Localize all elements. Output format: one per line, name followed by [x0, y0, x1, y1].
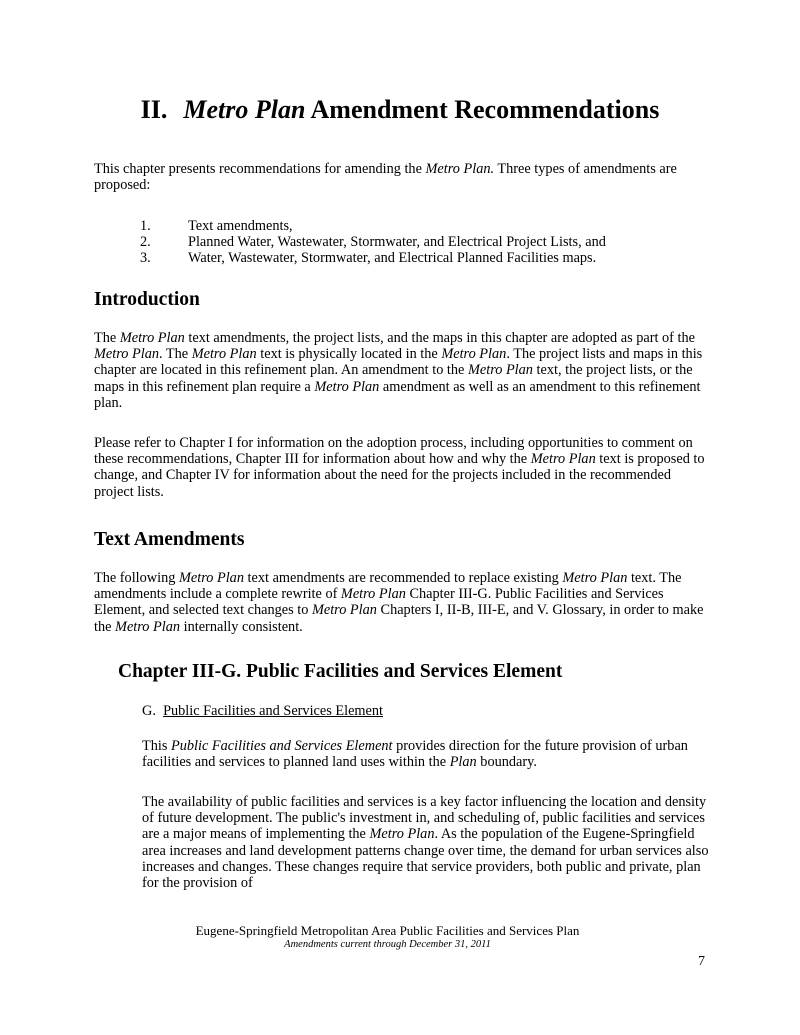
subsection-title: G. Public Facilities and Services Element — [142, 703, 384, 719]
page-number: 7 — [698, 954, 705, 969]
italic-term: Metro Plan — [191, 346, 257, 363]
intro-paragraph — [94, 161, 714, 193]
chapter-3g-paragraph-2 — [142, 794, 712, 891]
italic-term: Metro Plan — [441, 346, 507, 363]
footer-subtitle: Amendments current through December 31, 2011 — [284, 939, 491, 950]
text-run: . The project lists and maps in this chapter are located in this refinement plan. An amendment to the — [94, 346, 703, 379]
list-item: 3. Water, Wastewater, Stormwater, and Electrical Planned Facilities maps. — [140, 250, 597, 267]
introduction-heading: Introduction — [94, 289, 200, 310]
italic-term: Metro Plan — [115, 618, 181, 635]
text-run: The availability of public facilities and services is a key factor influencing the location and density of future development. The public's investment in, and scheduling of, public facilities and services are a major means of implementing the — [142, 794, 707, 843]
text-run: Three types of amendments are proposed: — [94, 161, 677, 194]
page-title — [0, 93, 800, 127]
italic-term: Metro Plan — [562, 570, 628, 586]
italic-term: Metro Plan — [530, 451, 596, 468]
text-run: text. The amendments include a complete rewrite of — [94, 570, 682, 603]
text-amendments-heading: Text Amendments — [94, 529, 245, 550]
text-run: provides direction for the future provision of urban facilities and services to planned land uses within the — [142, 738, 688, 771]
text-run: text is proposed to change, and Chapter IV for information about the need for the projects included in the recommended project lists. — [94, 451, 705, 500]
text-run: text amendments are recommended to replace existing — [243, 570, 563, 586]
chapter-3g-paragraph-1 — [142, 738, 712, 770]
italic-term: Metro Plan — [178, 570, 244, 586]
list-item: 2. Planned Water, Wastewater, Stormwater, and Electrical Project Lists, and — [140, 234, 606, 251]
title-italic: Metro Plan — [183, 95, 306, 124]
text-run: The — [94, 330, 120, 346]
italic-term: Public Facilities and Services Element — [171, 738, 393, 754]
text-run: amendment as well as an amendment to this refinement plan. — [94, 378, 701, 411]
text-run: text amendments, the project lists, and the maps in this chapter are adopted as part of the — [184, 330, 695, 346]
italic-term: Metro Plan — [94, 346, 159, 363]
text-run: The following — [94, 570, 179, 586]
text-run: Please refer to Chapter I for information on the adoption process, including opportunities to comment on these recommendations, Chapter III for information about how and why the — [94, 435, 693, 468]
text-amendments-paragraph — [94, 570, 714, 635]
italic-term: Metro Plan — [314, 378, 380, 395]
text-run: This — [142, 738, 171, 754]
introduction-paragraph-1 — [94, 330, 714, 411]
italic-term: Metro Plan — [369, 826, 435, 843]
italic-term: Metro Plan — [467, 362, 533, 379]
title-rest: Amendment Recommendations — [305, 95, 660, 124]
footer-title: Eugene-Springfield Metropolitan Area Public Facilities and Services Plan — [195, 923, 580, 938]
text-run: This chapter presents recommendations for amending the — [94, 161, 426, 177]
text-run: . As the population of the Eugene-Springfield area increases and land development patterns change over time, the demand for urban services also increases and changes. These changes require that service providers, both public and private, plan for the provision of — [142, 826, 709, 892]
text-run: Chapter III-G. Public Facilities and Services Element, and selected text changes to — [94, 586, 664, 619]
text-run: internally consistent. — [180, 618, 303, 635]
chapter-number: II. — [140, 95, 168, 124]
italic-term: Metro Plan. — [425, 161, 495, 177]
introduction-paragraph-2 — [94, 435, 714, 500]
italic-term: Metro Plan — [340, 586, 406, 603]
text-run: Chapters I, II-B, III-E, and V. Glossary, in order to make the — [94, 602, 704, 635]
text-run: text, the project lists, or the maps in this refinement plan require a — [94, 362, 693, 395]
chapter-3g-heading: Chapter III-G. Public Facilities and Services Element — [118, 661, 563, 682]
italic-term: Metro Plan — [119, 330, 185, 346]
list-item: 1. Text amendments, — [140, 218, 293, 234]
amendment-types-list — [140, 218, 606, 267]
text-run: boundary. — [476, 754, 537, 771]
text-run: . The — [159, 346, 192, 363]
text-run: text is physically located in the — [256, 346, 442, 363]
italic-term: Plan — [449, 754, 477, 771]
italic-term: Metro Plan — [311, 602, 377, 619]
